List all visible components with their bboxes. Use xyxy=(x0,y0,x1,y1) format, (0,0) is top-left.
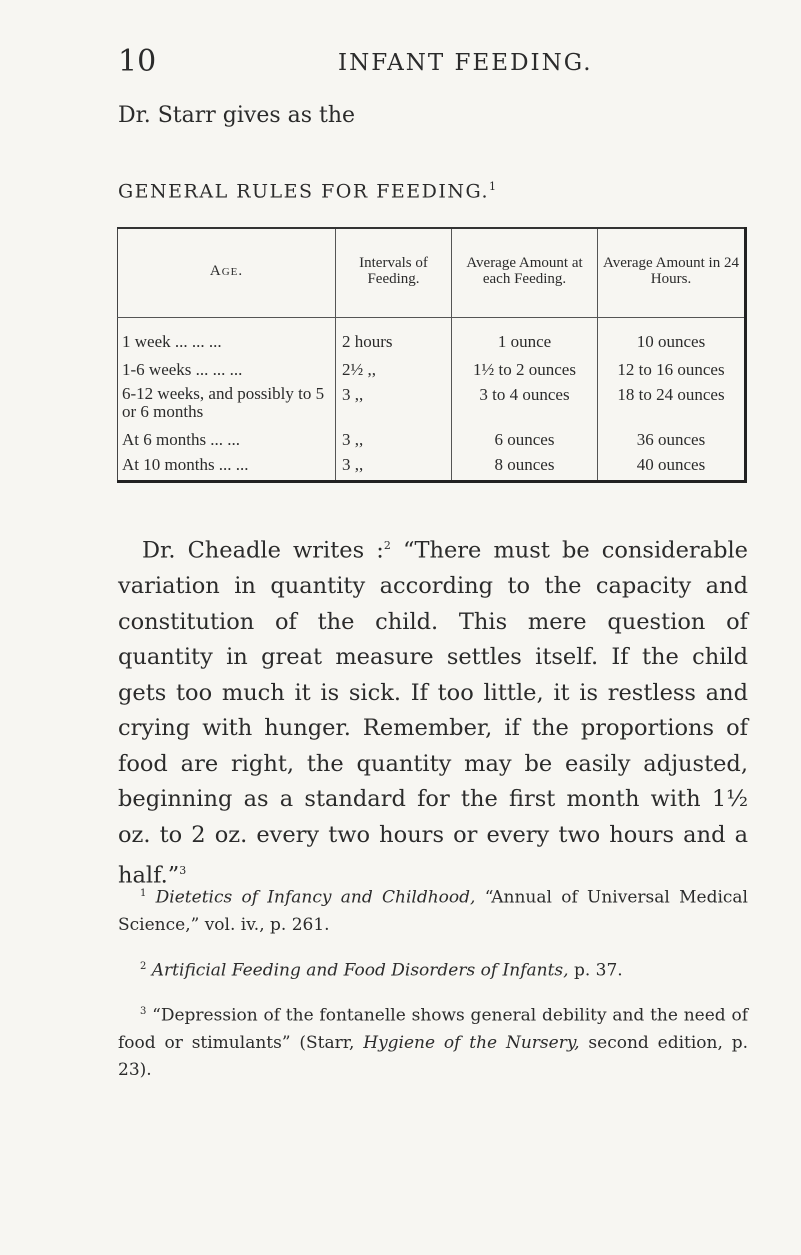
footnote-mark: 2 xyxy=(140,960,147,972)
cell-interval: 2½ ,, xyxy=(336,360,452,385)
header-average-24h: Average Amount in 24 Hours. xyxy=(603,255,739,287)
footnote-mark: 3 xyxy=(140,1006,147,1018)
body-text xyxy=(118,528,748,894)
header-intervals: Intervals of Feeding. xyxy=(336,228,452,313)
footnote-2 xyxy=(118,953,748,985)
cell-amount: 1 ounce xyxy=(452,318,598,361)
cell-total: 18 to 24 ounces xyxy=(617,385,725,405)
cell-total: 10 ounces xyxy=(636,332,706,351)
intro-line: Dr. Starr gives as the xyxy=(118,103,356,128)
footnotes xyxy=(118,880,748,1098)
footnote-ref-2: 2 xyxy=(383,539,391,552)
footnote-text: “Annual of Universal Medical Science,” vol. iv., p. 261. xyxy=(118,887,748,935)
table-row xyxy=(118,360,746,385)
cell-interval: 2 hours xyxy=(336,318,452,361)
header-age: Age. xyxy=(118,228,336,313)
table-row xyxy=(118,385,746,430)
page-number: 10 xyxy=(118,44,157,79)
footnote-text: “Depression of the fontanelle shows general debility and the need of food or stimulants” (Starr, xyxy=(118,1005,748,1053)
cell-amount: 8 ounces xyxy=(452,455,598,482)
table-row xyxy=(118,455,746,482)
body-paragraph xyxy=(118,528,748,894)
table-row xyxy=(118,318,746,361)
body-lead: Dr. Cheadle writes : xyxy=(142,537,384,564)
footnote-1 xyxy=(118,880,748,939)
footnote-title: Dietetics of Infancy and Childhood, xyxy=(155,887,476,908)
cell-age: At 10 months ... ... xyxy=(118,455,336,482)
cell-amount: 3 to 4 ounces xyxy=(452,385,598,430)
cell-total: 12 to 16 ounces xyxy=(617,360,725,380)
table-body xyxy=(118,318,746,482)
footnote-text: p. 37. xyxy=(568,960,623,981)
cell-age: 6-12 weeks, and possibly to 5 or 6 months xyxy=(118,385,336,430)
footnote-title: Hygiene of the Nursery, xyxy=(363,1032,580,1053)
cell-interval: 3 ,, xyxy=(336,430,452,455)
cell-age: 1 week ... ... ... xyxy=(118,318,336,361)
cell-interval: 3 ,, xyxy=(336,455,452,482)
footnote-text: second edition, p. 23). xyxy=(118,1032,749,1080)
footnote-3 xyxy=(118,998,748,1084)
cell-amount: 6 ounces xyxy=(452,430,598,455)
header-average-amount: Average Amount at each Feeding. xyxy=(452,228,598,313)
footnote-mark: 1 xyxy=(140,888,147,899)
cell-total: 36 ounces xyxy=(636,429,706,449)
cell-total: 40 ounces xyxy=(636,454,706,474)
running-head: INFANT FEEDING. xyxy=(338,50,593,76)
body-quote: “There must be considerable variation in quantity according to the capacity and constitution of the child. This mere question of quantity in great measure settles itself. If the child gets too much it is sick. If too little, it is restless and crying with hunger. Remember, if the proportions of food are right, the quantity may be easily adjusted, beginning as a standard for the first month with 1½ oz. to 2 oz. every two hours or every two hours and a half.” xyxy=(118,537,748,889)
feeding-table xyxy=(117,227,747,483)
cell-amount: 1½ to 2 ounces xyxy=(452,360,598,385)
cell-interval: 3 ,, xyxy=(336,385,452,430)
table-title-text: GENERAL RULES FOR FEEDING. xyxy=(118,180,490,203)
table-title xyxy=(118,180,498,202)
cell-age: At 6 months ... ... xyxy=(118,430,336,455)
footnote-ref-3: 3 xyxy=(179,864,187,877)
table-row xyxy=(118,430,746,455)
footnote-title: Artificial Feeding and Food Disorders of Infants, xyxy=(151,960,569,981)
footnote-ref-1: 1 xyxy=(489,180,498,193)
cell-age: 1-6 weeks ... ... ... xyxy=(118,360,336,385)
